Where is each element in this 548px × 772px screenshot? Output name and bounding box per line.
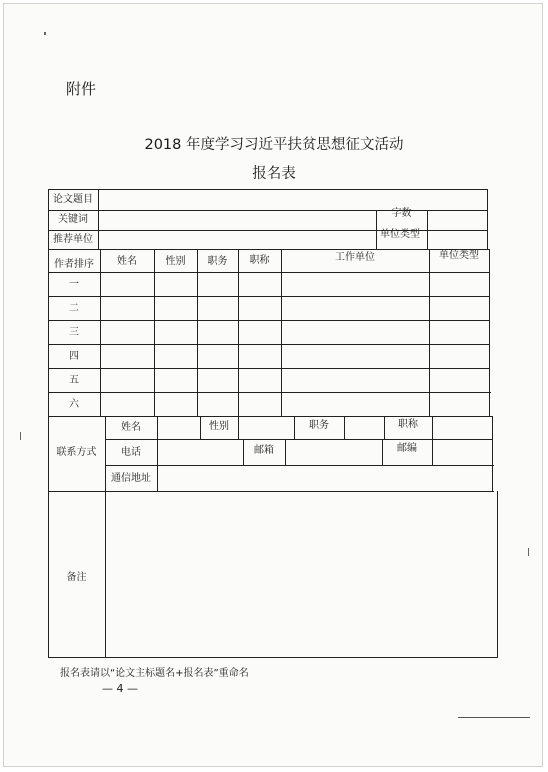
author-rank-1: 一 — [69, 279, 79, 290]
contact-phone-label: 电话 — [121, 447, 141, 458]
remarks-label: 备注 — [66, 572, 87, 583]
contact-gender-label: 性别 — [209, 421, 229, 432]
page-number: — 4 — — [102, 682, 138, 695]
author-order-header: 作者排序 — [54, 259, 94, 270]
author-name-header: 姓名 — [117, 256, 137, 267]
contact-section-label: 联系方式 — [56, 447, 97, 458]
author-unit-type-header: 单位类型 — [439, 250, 479, 261]
author-rank-6: 六 — [69, 399, 79, 410]
author-rank-3: 三 — [69, 327, 79, 338]
footer-note: 报名表请以“论文主标题名+报名表”重命名 — [60, 668, 249, 679]
essay-title-label: 论文题目 — [53, 194, 93, 205]
recommending-unit-label: 推荐单位 — [53, 234, 93, 245]
scan-speck — [528, 548, 529, 556]
word-count-label: 字数 — [391, 208, 412, 219]
author-gender-header: 性别 — [165, 256, 186, 267]
author-rank-2: 二 — [69, 303, 79, 314]
keywords-label: 关键词 — [58, 214, 88, 225]
form-subtitle: 报名表 — [252, 166, 296, 182]
contact-name-label: 姓名 — [121, 422, 141, 433]
page-title: 2018 年度学习习近平扶贫思想征文活动 — [144, 137, 404, 153]
contact-position-label: 职务 — [309, 420, 329, 431]
author-title-header: 职称 — [249, 255, 270, 266]
contact-address-label: 通信地址 — [111, 473, 151, 484]
contact-email-label: 邮箱 — [254, 445, 274, 456]
contact-title-label: 职称 — [398, 419, 418, 430]
author-work-unit-header: 工作单位 — [335, 252, 375, 263]
author-rank-4: 四 — [69, 351, 79, 362]
contact-postcode-label: 邮编 — [397, 443, 417, 454]
scan-speck — [44, 32, 46, 35]
scan-speck — [20, 432, 21, 440]
author-rank-5: 五 — [69, 375, 79, 386]
attachment-label: 附件 — [66, 80, 97, 98]
scan-stroke — [458, 717, 530, 718]
author-position-header: 职务 — [207, 256, 228, 267]
unit-type-label: 单位类型 — [380, 229, 420, 240]
